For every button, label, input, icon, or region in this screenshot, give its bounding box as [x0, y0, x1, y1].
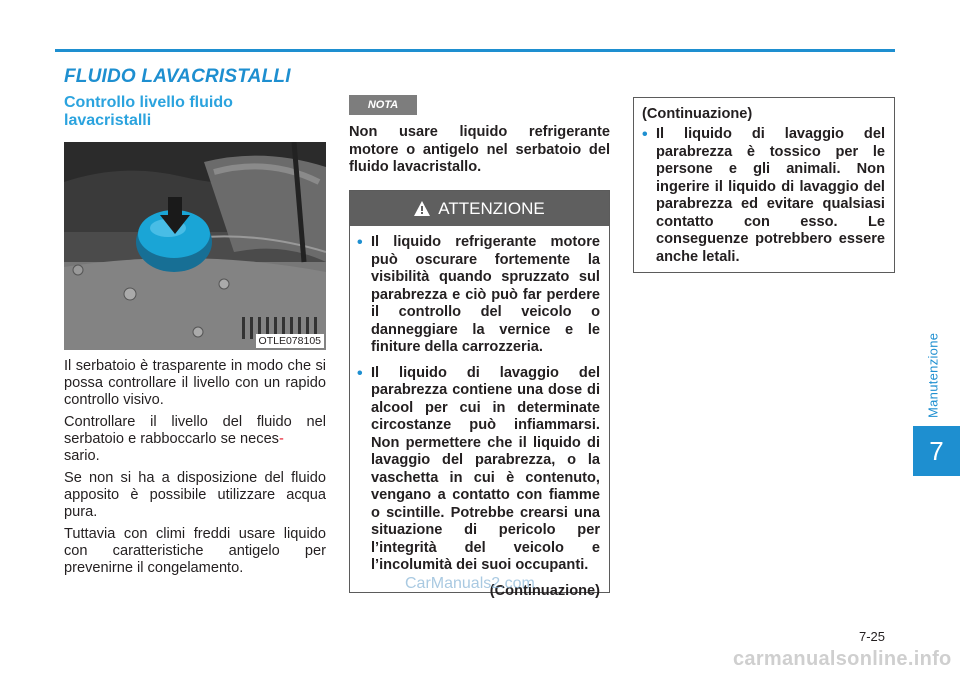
list-item: • Il liquido di lavaggio del parabrezza è tossico per le persone e gli animali. Non ingerire il liquido di lavaggio del parabrezza ed evitare qualsiasi contatto con esso. Le conseguenze potrebbero essere anche letali. [642, 126, 885, 266]
continuation-title: (Continuazione) [642, 106, 753, 122]
warning-title: ATTENZIONE [438, 198, 545, 218]
page-number: 7-25 [859, 629, 886, 644]
body-text [64, 358, 326, 582]
section-title: FLUIDO LAVACRISTALLI [64, 66, 291, 87]
continuation-list [642, 126, 885, 266]
paragraph [64, 414, 326, 448]
paragraph: Il serbatoio è trasparente in modo che si possa controllare il livello con un rapido controllo visivo. [64, 358, 326, 408]
paragraph: Tuttavia con climi freddi usare liquido con caratteristiche antigelo per prevenirne il congelamento. [64, 526, 326, 576]
paragraph-text: Controllare il livello del fluido nel serbatoio e rabboccarlo se neces [64, 414, 326, 447]
nota-badge: NOTA [349, 95, 417, 115]
engine-bay-illustration [64, 142, 326, 350]
nota-text: Non usare liquido refrigerante motore o antigelo nel serbatoio del fluido lavacristallo. [349, 124, 610, 175]
warning-triangle-icon [414, 201, 430, 216]
reservoir-photo [64, 142, 326, 350]
warning-list [350, 226, 609, 575]
hyphen-mark: - [278, 431, 284, 447]
continued-label: (Continuazione) [489, 582, 600, 599]
watermark-corner: carmanualsonline.info [733, 648, 952, 670]
chapter-number-tab: 7 [913, 426, 960, 476]
list-item: • Il liquido di lavaggio del parabrezza contiene una dose di alcool per cui in determinate circostanze può infiammarsi. Non permettere che il liquido di lavaggio del parabrezza, o la vaschetta in cui è contenuto, vengano a contatto con fiamme o scintille. Potrebbe crearsi una situazione di pericolo per l’integrità del veicolo e l’incolumità dei suoi occupanti. [357, 365, 600, 575]
warning-header [350, 191, 609, 226]
warning-box [349, 190, 610, 599]
paragraph: Se non si ha a disposizione del fluido apposito è possibile utilizzare acqua pura. [64, 470, 326, 520]
chapter-side-label: Manutenzione [925, 332, 941, 418]
header-rule [55, 49, 895, 52]
figure-code: OTLE078105 [256, 334, 324, 348]
continuation-box [633, 97, 895, 273]
paragraph: sario. [64, 448, 100, 464]
subsection-title: Controllo livello fluido lavacristalli [64, 94, 233, 129]
watermark-inline: CarManuals2.com [405, 575, 535, 592]
list-item: • Il liquido refrigerante motore può oscurare fortemente la visibilità quando spruzzato sul parabrezza e ciò può far perdere il controllo del veicolo o danneggiare la vernice e le finiture della carrozzeria. [357, 234, 600, 357]
